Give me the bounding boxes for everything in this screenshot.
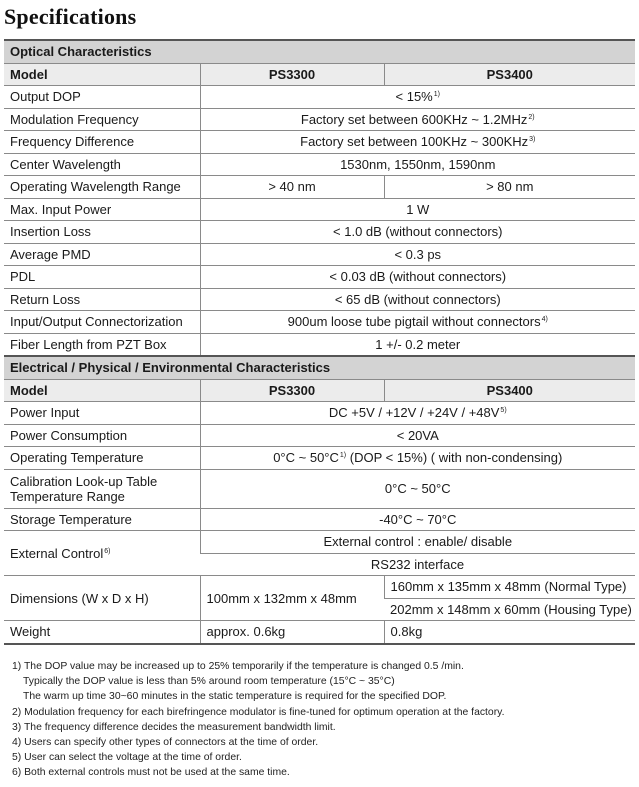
section-title: Electrical / Physical / Environmental Characteristics	[4, 356, 635, 379]
footnote: 2) Modulation frequency for each birefringence modulator is fine-tuned for optimum operation at the factory.	[12, 706, 505, 718]
spec-row-power-consumption	[4, 424, 635, 447]
footnote-ref: 5)	[500, 407, 507, 415]
footnote-ref: 4)	[541, 316, 548, 324]
spec-value: < 1.0 dB (without connectors)	[200, 221, 635, 244]
spec-label: Calibration Look-up Table Temperature Range	[4, 469, 200, 508]
spec-value: < 65 dB (without connectors)	[200, 288, 635, 311]
spec-label: Power Consumption	[4, 424, 200, 447]
footnote: 4) Users can specify other types of connectors at the time of order.	[12, 737, 319, 749]
spec-value-rs232: RS232 interface	[200, 553, 635, 576]
spec-value: 900um loose tube pigtail without connectors$^{4)}$	[200, 311, 635, 334]
spec-value-enable-disable: External control : enable/ disable	[200, 531, 635, 554]
model-ps3300: PS3300	[200, 63, 384, 86]
page-title: Specifications	[4, 4, 137, 29]
section-header-electrical	[4, 356, 635, 379]
footnote: 5) User can select the voltage at the time of order.	[12, 752, 242, 764]
spec-value: Factory set between 600KHz ~ 1.2MHz$^{2)}$	[200, 108, 635, 131]
spec-value: < 20VA	[200, 424, 635, 447]
spec-value-ps3300: > 40 nm	[200, 176, 384, 199]
spec-row-center-wavelength	[4, 153, 635, 176]
footnote: Typically the DOP value is less than 5% around room temperature (15°C ~ 35°C)	[23, 676, 395, 688]
spec-value: -40°C ~ 70°C	[200, 508, 635, 531]
spec-label: Weight	[4, 621, 200, 644]
spec-value: < 15%$^{1)}$	[200, 86, 635, 109]
spec-row-insertion-loss	[4, 221, 635, 244]
spec-label: Input/Output Connectorization	[4, 311, 200, 334]
spec-row-max-input-power	[4, 198, 635, 221]
spec-row-dimensions	[4, 576, 635, 599]
spec-value: 1 +/- 0.2 meter	[200, 333, 635, 356]
spec-value: 0°C ~ $50^\circ C^{1)}$ (DOP < 15%) ( with non-condensing)	[200, 447, 635, 470]
footnote-ref: 6)	[104, 547, 111, 555]
spec-label: Return Loss	[4, 288, 200, 311]
spec-row-storage-temperature	[4, 508, 635, 531]
spec-label: Storage Temperature	[4, 508, 200, 531]
spec-label: Output DOP	[4, 86, 200, 109]
footnote-ref: 1)	[339, 452, 347, 460]
spec-label: Insertion Loss	[4, 221, 200, 244]
spec-row-connectorization	[4, 311, 635, 334]
footnote: The warm up time 30~60 minutes in the static temperature is required for the specified DOP.	[23, 691, 447, 703]
spec-row-average-pmd	[4, 243, 635, 266]
model-label: Model	[4, 379, 200, 402]
spec-row-fiber-length	[4, 333, 635, 356]
footnotes	[12, 659, 632, 781]
spec-value: 1 W	[200, 198, 635, 221]
spec-label: Fiber Length from PZT Box	[4, 333, 200, 356]
spec-value-ps3400: > 80 nm	[384, 176, 635, 199]
section-header-optical	[4, 40, 635, 63]
spec-value: Factory set between 100KHz ~ 300KHz$^{3)}$	[200, 131, 635, 154]
spec-row-frequency-difference	[4, 131, 635, 154]
footnote-ref: 1)	[433, 91, 440, 99]
spec-value-ps3400-housing: 202mm x 148mm x 60mm (Housing Type)	[384, 598, 635, 621]
spec-value: 1530nm, 1550nm, 1590nm	[200, 153, 635, 176]
footnote: 1) The DOP value may be increased up to 25% temporarily if the temperature is changed 0.5 /min.	[12, 661, 464, 672]
spec-label: Dimensions (W x D x H)	[4, 576, 200, 621]
spec-label: PDL	[4, 266, 200, 289]
spec-value-ps3400-normal: 160mm x 135mm x 48mm (Normal Type)	[384, 576, 635, 599]
spec-row-external-control	[4, 531, 635, 554]
spec-row-modulation-frequency	[4, 108, 635, 131]
spec-value-ps3400: 0.8kg	[384, 621, 635, 644]
spec-label: Center Wavelength	[4, 153, 200, 176]
footnote-ref: 3)	[529, 136, 536, 144]
spec-value: 0°C ~ 50°C	[200, 469, 635, 508]
spec-row-power-input	[4, 402, 635, 425]
spec-row-operating-wavelength-range	[4, 176, 635, 199]
footnote: 3) The frequency difference decides the measurement bandwidth limit.	[12, 721, 336, 733]
model-ps3400: PS3400	[384, 379, 635, 402]
spec-row-return-loss	[4, 288, 635, 311]
model-header-row	[4, 379, 635, 402]
spec-row-calibration-temp-range	[4, 469, 635, 508]
spec-label: Operating Temperature	[4, 447, 200, 470]
spec-row-operating-temperature	[4, 447, 635, 470]
spec-row-output-dop	[4, 86, 635, 109]
spec-label: Average PMD	[4, 243, 200, 266]
footnote: 6) Both external controls must not be used at the same time.	[12, 767, 290, 779]
spec-label: Modulation Frequency	[4, 108, 200, 131]
spec-value: < 0.3 ps	[200, 243, 635, 266]
model-header-row	[4, 63, 635, 86]
spec-value: < 0.03 dB (without connectors)	[200, 266, 635, 289]
section-title: Optical Characteristics	[4, 40, 635, 63]
spec-label: Max. Input Power	[4, 198, 200, 221]
spec-label: Operating Wavelength Range	[4, 176, 200, 199]
spec-label: Frequency Difference	[4, 131, 200, 154]
spec-value: DC $+5V / +12V / +24V / +48V^{5)}$	[200, 402, 635, 425]
spec-table	[4, 39, 635, 645]
model-ps3400: PS3400	[384, 63, 635, 86]
footnote-ref: 2)	[528, 113, 535, 121]
spec-label: Power Input	[4, 402, 200, 425]
spec-row-pdl	[4, 266, 635, 289]
spec-label: External Control$^{6)}$	[4, 531, 200, 576]
spec-value-ps3300: approx. 0.6kg	[200, 621, 384, 644]
model-ps3300: PS3300	[200, 379, 384, 402]
model-label: Model	[4, 63, 200, 86]
spec-row-weight	[4, 621, 635, 644]
spec-value-ps3300: 100mm x 132mm x 48mm	[200, 576, 384, 621]
